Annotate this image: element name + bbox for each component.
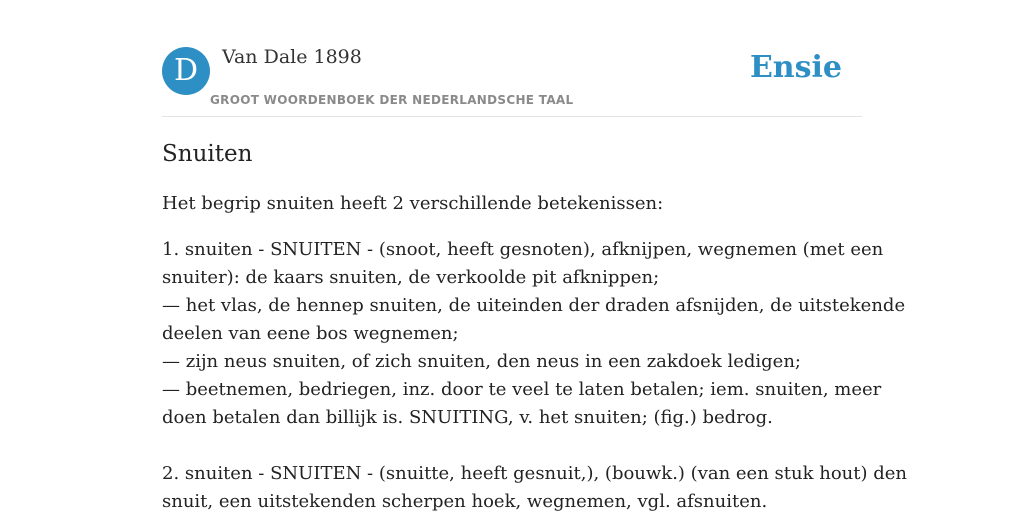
dictionary-subtitle: GROOT WOORDENBOEK DER NEDERLANDSCHE TAAL bbox=[210, 93, 574, 107]
entry-intro: Het begrip snuiten heeft 2 verschillende betekenissen: bbox=[162, 193, 664, 214]
definition-line: doen betalen dan billijk is. SNUITING, v. het snuiten; (fig.) bedrog. bbox=[162, 407, 773, 428]
dictionary-logo[interactable]: D bbox=[162, 47, 210, 95]
definition-line: — beetnemen, bedriegen, inz. door te veel te laten betalen; iem. snuiten, meer bbox=[162, 379, 882, 400]
entry-content bbox=[162, 138, 907, 512]
definition-line: snuit, een uitstekenden scherpen hoek, wegnemen, vgl. afsnuiten. bbox=[162, 491, 768, 512]
dictionary-title[interactable]: Van Dale 1898 bbox=[222, 46, 362, 68]
definition-text bbox=[162, 236, 907, 512]
definition-line: — het vlas, de hennep snuiten, de uiteinden der draden afsnijden, de uitstekende bbox=[162, 295, 906, 316]
definition-line: — zijn neus snuiten, of zich snuiten, den neus in een zakdoek ledigen; bbox=[162, 351, 801, 372]
ensie-logo[interactable]: Ensie bbox=[749, 50, 842, 85]
entry-title: Snuiten bbox=[162, 141, 253, 167]
dictionary-header bbox=[162, 0, 862, 117]
definition-line: snuiter): de kaars snuiten, de verkoolde pit afknippen; bbox=[162, 267, 660, 288]
paragraph-gap bbox=[162, 432, 862, 460]
definition-line: 1. snuiten - SNUITEN - (snoot, heeft gesnoten), afknijpen, wegnemen (met een bbox=[162, 239, 884, 260]
definition-line: deelen van eene bos wegnemen; bbox=[162, 323, 459, 344]
definition-line: 2. snuiten - SNUITEN - (snuitte, heeft gesnuit,), (bouwk.) (van een stuk hout) den bbox=[162, 463, 907, 484]
